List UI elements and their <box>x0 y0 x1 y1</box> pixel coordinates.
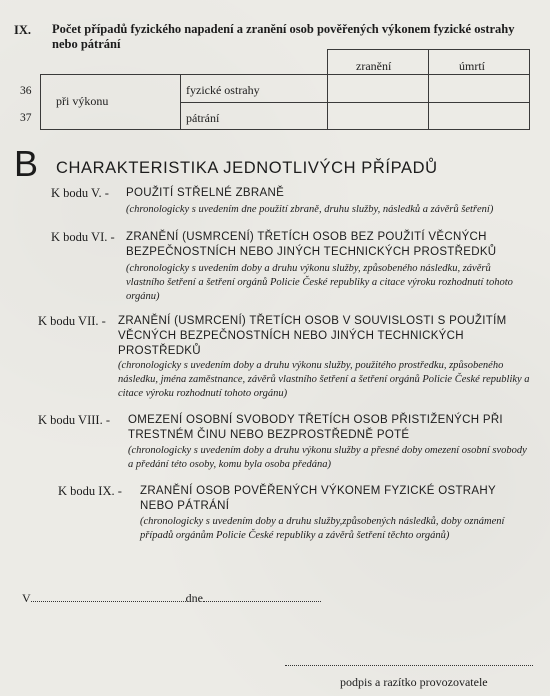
row-label-36: fyzické ostrahy <box>186 83 260 97</box>
column-header-deaths: úmrtí <box>459 59 485 73</box>
case-heading: POUŽITÍ STŘELNÉ ZBRANĚ <box>126 187 285 199</box>
case-heading: OMEZENÍ OSOBNÍ SVOBODY TŘETÍCH OSOB PŘISTIŽENÝCH PŘI TRESTNÉM ČINU NEBO BEZPROSTŘEDNĚ POTÉ <box>128 414 503 441</box>
column-header-injuries: zranění <box>356 59 392 73</box>
section-ix-number: IX. <box>14 23 32 37</box>
place-date-line <box>22 591 321 606</box>
section-b-title: CHARAKTERISTIKA JEDNOTLIVÝCH PŘÍPADŮ <box>56 159 438 177</box>
section-ix-title: Počet případů fyzického napadení a zranění osob pověřených výkonem fyzické ostrahy nebo pátrání <box>52 22 515 51</box>
case-item-v <box>51 186 531 226</box>
case-item-vi <box>51 230 531 310</box>
date-field[interactable] <box>203 592 321 602</box>
case-code: K bodu IX. - <box>58 484 122 498</box>
place-prefix: V <box>22 591 31 605</box>
place-field[interactable] <box>31 592 186 602</box>
case-code: K bodu V. - <box>51 186 109 200</box>
case-item-viii <box>38 413 533 473</box>
case-code: K bodu VIII. - <box>38 413 110 427</box>
signature-field[interactable] <box>285 665 533 666</box>
case-heading: ZRANĚNÍ (USMRCENÍ) TŘETÍCH OSOB BEZ POUŽITÍ VĚCNÝCH BEZPEČNOSTNÍCH NEBO JINÝCH TECHNICKÝCH PROSTŘEDKŮ <box>126 231 497 258</box>
case-item-vii <box>38 314 533 406</box>
section-b-letter: B <box>14 143 39 184</box>
case-note: (chronologicky s uvedením doby a druhu výkonu služby, použitého prostředku, způsobeného následku, jména zaměstnance, závěrů vlastního šetření a šetření orgánů Policie České republiky a citace výroku rozhodnutí tohoto orgánu) <box>118 360 530 399</box>
row-number-37: 37 <box>20 112 32 124</box>
row-label-37: pátrání <box>186 111 220 125</box>
case-note: (chronologicky s uvedením doby a druhu služby,způsobených následků, doby oznámení případů orgánům Policie České republiky a závěrů šetření těchto orgánů) <box>140 516 505 541</box>
case-heading: ZRANĚNÍ (USMRCENÍ) TŘETÍCH OSOB V SOUVISLOSTI S POUŽITÍM VĚCNÝCH BEZPEČNOSTNÍCH NEBO JINÝCH TECHNICKÝCH PROSTŘEDKŮ <box>118 315 507 357</box>
date-label: dne <box>185 591 203 605</box>
case-heading: ZRANĚNÍ OSOB POVĚŘENÝCH VÝKONEM FYZICKÉ OSTRAHY NEBO PÁTRÁNÍ <box>140 485 496 512</box>
case-note: (chronologicky s uvedením dne použití zbraně, druhu služby, následků a závěrů šetření) <box>126 204 494 215</box>
case-note: (chronologicky s uvedením doby a druhu výkonu služby, způsobeného následku, závěrů vlastního šetření a šetření orgánů Policie České republiky a citace výroku rozhodnutí tohoto orgánu) <box>126 263 513 302</box>
case-note: (chronologicky s uvedením doby a druhu výkonu služby a přesné doby omezení osobní svobody a předání této osoby, komu byla osoba předána) <box>128 445 527 470</box>
case-item-ix <box>58 484 533 544</box>
row-group-label: při výkonu <box>56 94 109 108</box>
signature-label: podpis a razítko provozovatele <box>340 675 488 689</box>
row-number-36: 36 <box>20 85 32 97</box>
case-code: K bodu VII. - <box>38 314 106 328</box>
case-code: K bodu VI. - <box>51 230 115 244</box>
